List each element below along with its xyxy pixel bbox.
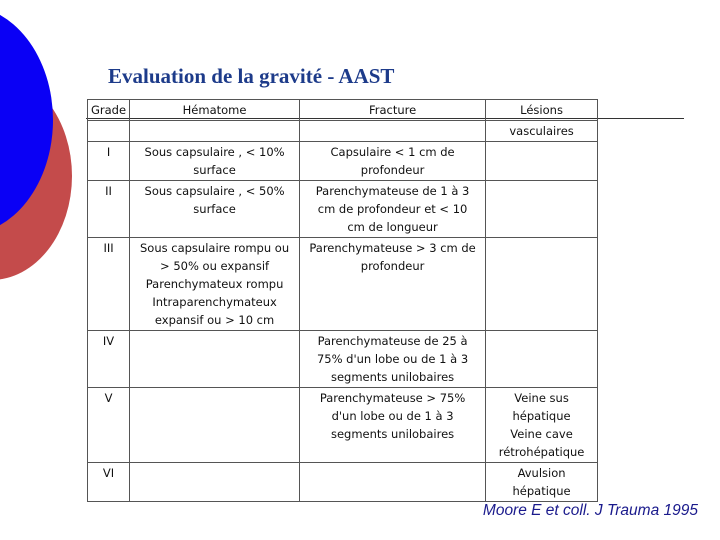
fracture-cell <box>300 331 486 388</box>
table-row <box>88 181 598 238</box>
fracture-cell-line: 75% d'un lobe ou de 1 à 3 <box>316 352 469 366</box>
hematome-cell-line: expansif ou > 10 cm <box>154 313 275 327</box>
table-header-row <box>88 100 598 121</box>
fracture-cell-line: cm de longueur <box>347 220 438 234</box>
fracture-cell-line: Parenchymateuse > 3 cm de <box>309 241 476 255</box>
table-row <box>88 331 598 388</box>
fracture-cell <box>300 238 486 331</box>
table-header-row-2 <box>88 121 598 142</box>
fracture-cell-line: profondeur <box>360 163 425 177</box>
hematome-cell <box>130 142 300 181</box>
table-row <box>88 388 598 463</box>
lesions-cell <box>486 238 598 331</box>
table-row <box>88 463 598 502</box>
header-hematome: Hématome <box>130 100 300 121</box>
hematome-cell-line: surface <box>193 202 236 216</box>
fracture-cell-line: Capsulaire < 1 cm de <box>330 145 455 159</box>
hematome-cell-line: Sous capsulaire , < 10% <box>144 145 285 159</box>
header-fracture: Fracture <box>300 100 486 121</box>
lesions-cell-line: Veine sus <box>514 391 569 405</box>
citation: Moore E et coll. J Trauma 1995 <box>482 502 698 519</box>
grade-cell: IV <box>88 331 130 388</box>
hematome-cell-line: Parenchymateux rompu <box>145 277 284 291</box>
aast-grading-table <box>87 99 598 502</box>
hematome-cell-line: Intraparenchymateux <box>152 295 277 309</box>
fracture-cell <box>300 463 486 502</box>
fracture-cell-line: Parenchymateuse de 1 à 3 <box>315 184 470 198</box>
grade-cell: II <box>88 181 130 238</box>
lesions-cell <box>486 142 598 181</box>
fracture-cell-line: d'un lobe ou de 1 à 3 <box>331 409 454 423</box>
hematome-cell <box>130 388 300 463</box>
grade-cell: V <box>88 388 130 463</box>
fracture-cell-line: Parenchymateuse > 75% <box>319 391 466 405</box>
fracture-cell-line: profondeur <box>360 259 425 273</box>
header-hematome-cont <box>130 121 300 142</box>
hematome-cell-line: surface <box>193 163 236 177</box>
lesions-cell-line: hépatique <box>512 409 571 423</box>
hematome-cell-line: > 50% ou expansif <box>160 259 270 273</box>
fracture-cell-line: segments unilobaires <box>330 370 455 384</box>
hematome-cell-line: Sous capsulaire rompu ou <box>139 241 290 255</box>
header-grade-cont <box>88 121 130 142</box>
lesions-cell-line: rétrohépatique <box>498 445 585 459</box>
lesions-cell <box>486 463 598 502</box>
hematome-cell <box>130 463 300 502</box>
fracture-cell <box>300 388 486 463</box>
fracture-cell <box>300 142 486 181</box>
header-grade: Grade <box>88 100 130 121</box>
header-fracture-cont <box>300 121 486 142</box>
fracture-cell-line: segments unilobaires <box>330 427 455 441</box>
table-row <box>88 142 598 181</box>
lesions-cell <box>486 331 598 388</box>
fracture-cell-line: Parenchymateuse de 25 à <box>317 334 468 348</box>
lesions-cell-line: Veine cave <box>510 427 573 441</box>
grade-cell: I <box>88 142 130 181</box>
table-row <box>88 238 598 331</box>
hematome-cell <box>130 181 300 238</box>
hematome-cell-line: Sous capsulaire , < 50% <box>144 184 285 198</box>
lesions-cell <box>486 181 598 238</box>
header-lesions: Lésions <box>486 100 598 121</box>
grade-cell: III <box>88 238 130 331</box>
fracture-cell-line: cm de profondeur et < 10 <box>317 202 468 216</box>
lesions-cell-line: Avulsion <box>517 466 566 480</box>
grade-cell: VI <box>88 463 130 502</box>
header-lesions-cont: vasculaires <box>486 121 598 142</box>
hematome-cell <box>130 238 300 331</box>
hematome-cell <box>130 331 300 388</box>
lesions-cell <box>486 388 598 463</box>
slide-title: Evaluation de la gravité - AAST <box>108 64 395 88</box>
fracture-cell <box>300 181 486 238</box>
lesions-cell-line: hépatique <box>512 484 571 498</box>
